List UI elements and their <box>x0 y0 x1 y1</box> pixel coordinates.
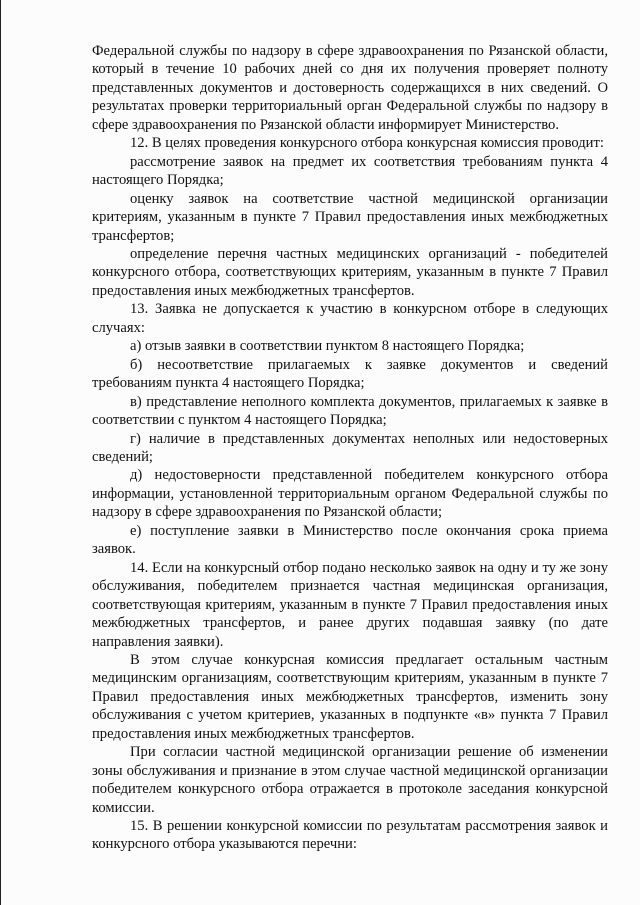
paragraph-item-13-a: а) отзыв заявки в соответствии пунктом 8 настоящего Порядка; <box>130 338 525 355</box>
paragraph-item-12-2: оценку заявок на соответствие частной медицинской организации критериям, указанным в пункте 7 Правил предоставления иных межбюджетных трансфертов; <box>92 190 608 244</box>
paragraph-item-15: 15. В решении конкурсной комиссии по результатам рассмотрения заявок и конкурсного отбора указываются перечни: <box>92 818 608 853</box>
paragraph-continuation: Федеральной службы по надзору в сфере здравоохранения по Рязанской области, который в течение 10 рабочих дней со дня их получения проверяет полноту представленных документов и достоверность содержащихся в них сведений. О результатах проверки территориальный орган Федеральной службы по надзору в сфере здравоохранения по Рязанской области информирует Министерство. <box>92 43 608 133</box>
paragraph-item-13-b: б) несоответствие прилагаемых к заявке документов и сведений требованиям пункта 4 настоящего Порядка; <box>92 356 608 392</box>
paragraph-item-14-2: В этом случае конкурсная комиссия предлагает остальным частным медицинским организациям, соответствующим критериям, указанным в пункте 7 Правил предоставления иных межбюджетных трансфертов, изменить зону обслуживания с учетом критериев, указанных в подпункте «в» пункта 7 Правил предоставления иных межбюджетных трансфертов. <box>92 651 608 742</box>
paragraph-item-13-d: д) недостоверности представленной победителем конкурсного отбора информации, установленной территориальным органом Федеральной службы по надзору в сфере здравоохранения по Рязанской области; <box>92 467 608 521</box>
paragraph-item-13-e: е) поступление заявки в Министерство после окончания срока приема заявок. <box>92 522 608 558</box>
page-edge <box>0 0 1 905</box>
paragraph-item-14: 14. Если на конкурсный отбор подано несколько заявок на одну и ту же зону обслуживания, победителем признается частная медицинская организация, соответствующая критериям, указанным в пункте 7 Правил предоставления иных межбюджетных трансфертов, и ранее других подавшая заявку (по дате направления заявки). <box>92 559 608 650</box>
paragraph-item-13: 13. Заявка не допускается к участию в конкурсном отборе в следующих случаях: <box>92 301 608 336</box>
paragraph-item-12-3: определение перечня частных медицинских организаций - победителей конкурсного отбора, соответствующих критериям, указанным в пункте 7 Правил предоставления иных межбюджетных трансфертов. <box>92 245 608 299</box>
paragraph-item-13-v: в) представление неполного комплекта документов, прилагаемых к заявке в соответствии с пунктом 4 настоящего Порядка; <box>92 393 608 429</box>
paragraph-item-12: 12. В целях проведения конкурсного отбора конкурсная комиссия проводит: <box>130 135 604 152</box>
paragraph-item-14-3: При согласии частной медицинской организации решение об изменении зоны обслуживания и признание в этом случае частной медицинской организации победителем конкурсного отбора отражается в протоколе заседания конкурсной комиссии. <box>92 744 608 816</box>
document-body <box>92 42 608 854</box>
paragraph-item-12-1: рассмотрение заявок на предмет их соответствия требованиям пункта 4 настоящего Порядка; <box>92 153 608 189</box>
paragraph-item-13-g: г) наличие в представленных документах неполных или недостоверных сведений; <box>92 430 608 465</box>
